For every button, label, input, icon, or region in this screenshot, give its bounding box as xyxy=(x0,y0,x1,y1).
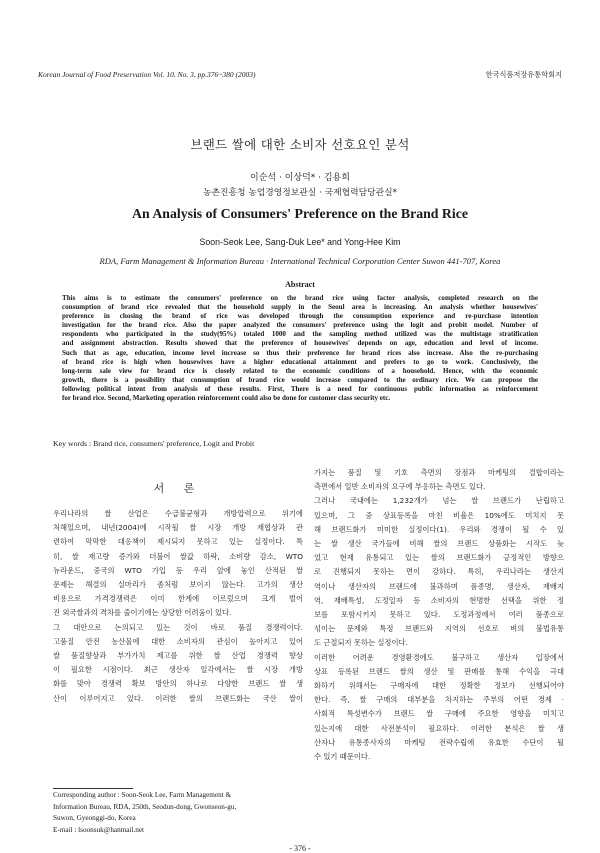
body-line: 보를 포함시키지 못하고 있다. 도정과정에서 여러 품종으로 xyxy=(314,610,564,620)
body-line: 는 쌀 생산 국가들에 비해 쌀의 브랜드 상품화는 시작도 늦 xyxy=(314,539,564,549)
body-line: 역, 재배특성, 도정일자 등 소비자의 현명한 선택을 위한 정 xyxy=(314,595,564,605)
english-title: An Analysis of Consumers' Preference on the Brand Rice xyxy=(132,206,468,221)
body-line: 진 외국쌀과의 격차를 줄이기에는 상당한 어려움이 있다. xyxy=(53,608,232,618)
body-line: 측면에서 일반 소비자의 요구에 부응하는 측면도 있다. xyxy=(314,482,486,492)
section-title-introduction: 서 론 xyxy=(153,482,203,495)
society-name: 한국식품저장유통학회지 xyxy=(485,70,562,79)
abstract-line: following political intent from analysis of these results. First, There is a need for continuous public information as reinforcement xyxy=(62,384,538,393)
body-line: 산이 이루어지고 있다. 이러한 쌀의 브랜드화는 국산 쌀이 xyxy=(53,693,303,703)
body-line: 히, 쌀 재고량 증가와 더불어 쌀값 하락, 소비량 감소, WTO xyxy=(53,551,303,561)
corresponding-author-footnote xyxy=(53,790,303,836)
abstract-line: investigation for the brand rice. Also the paper analyzed the consumers' preference using the logit and probit model. Number of xyxy=(62,321,538,330)
body-line: 가지는 품질 및 기호 측면의 장점과 마케팅의 결합이라는 xyxy=(314,468,564,477)
abstract-heading: Abstract xyxy=(285,280,315,289)
body-line: 쌀 품질향상과 부가가치 제고를 위한 쌀 산업 경쟁력 향상 xyxy=(53,651,303,661)
left-column-body xyxy=(53,507,303,706)
body-line: 상표 등록된 브랜드 쌀의 생산 및 판매를 통해 수익을 극대 xyxy=(314,666,564,676)
body-line: 그 대안으로 논의되고 있는 것이 바로 품질 경쟁력이다. xyxy=(53,622,303,632)
footnote-line: Suwon, Gyeonggi-do, Korea xyxy=(53,814,136,822)
korean-authors: 이순석 · 이상덕* · 김용희 xyxy=(250,173,350,183)
keywords xyxy=(53,439,254,448)
journal-citation: Korean Journal of Food Preservation Vol. 10. No. 3, pp.376~380 (2003) xyxy=(38,70,256,79)
footnote-email: E-mail : lsoonsuk@hanmail.net xyxy=(53,825,145,834)
body-line: 었고 현재 유통되고 있는 쌀의 브랜드화가 긍정적인 방향으 xyxy=(314,553,564,563)
body-line: 있으며, 그 중 상표등록을 마친 비율은 10%에도 미치지 못 xyxy=(314,510,564,520)
running-head xyxy=(38,70,562,84)
right-column xyxy=(314,466,564,764)
body-line: 해 브랜드화가 미미한 실정이다(1). 우리와 경쟁이 될 수 있 xyxy=(314,524,564,534)
body-line: 로 진행되지 못하는 면이 강하다. 특히, 우리나라는 생산지 xyxy=(314,567,564,577)
body-line: 이 필요한 시점이다. 최근 생산자 일각에서는 쌀 시장 개방 xyxy=(53,665,303,675)
body-line: 련하여 막막한 대응책이 제시되지 못하고 있는 실정이다. 특 xyxy=(53,537,303,547)
korean-title: 브랜드 쌀에 대한 소비자 선호요인 분석 xyxy=(190,137,410,152)
english-authors: Soon-Seok Lee, Sang-Duk Lee* and Yong-Hee Kim xyxy=(199,237,401,247)
body-line: 화하기 위해서는 구매자에 대한 정확한 정보가 선행되어야 xyxy=(314,681,564,691)
body-line: 화를 맞아 경쟁력 확보 방안의 하나로 다양한 브랜드 쌀 생 xyxy=(53,679,303,689)
body-line: 도 근절되지 못하는 실정이다. xyxy=(314,638,408,648)
body-line: 비용으로 가격경쟁력은 이미 한계에 이르렀으며 크게 벌어 xyxy=(53,594,303,604)
english-affiliation: RDA, Farm Management & Information Bureau · International Technical Corporation Center Suwon 441-707, Korea xyxy=(99,256,501,266)
body-line: 산자나 유통종사자의 마케팅 전략수립에 유효한 수단이 될 xyxy=(314,737,564,747)
keywords-label: Key words : xyxy=(53,439,94,448)
body-line: 역이나 생산자의 브랜드에 불과하며 품종명, 생산자, 재배지 xyxy=(314,581,564,591)
abstract-line: respondents who participated in the study(95%) totaled 1000 and the sampling method utilized was the multistage stratification xyxy=(62,330,538,339)
body-line: 있는지에 대한 사전분석이 필요하다. 이러한 분석은 쌀 생 xyxy=(314,723,564,733)
abstract-line: of brand rice is high when housewives have a higher educational attainment and prefers to go to work. Conclusively, the xyxy=(62,357,538,366)
abstract-line: for brand rice. Second, Marketing operation reinforcement could also be done for customer class security etc. xyxy=(62,394,391,403)
abstract-line: growth, there is a possibility that consumption of brand rice would increase compared to the ordinary rice. We can propose the xyxy=(62,375,538,384)
abstract-line: preference in chosing the brand of rice was developed through the consumption experience and re-purchase intention xyxy=(62,312,538,321)
body-line: 수 있기 때문이다. xyxy=(314,752,371,762)
body-line: 사회적 특성변수가 브랜드 쌀 구매에 주요한 영향을 미치고 xyxy=(314,709,564,719)
abstract-line: long-term sale view for brand rice is closely related to the economic conditions of a household. Hence, with the economic xyxy=(62,366,538,375)
body-line: 문제는 해결의 실마리가 좀처럼 보이지 않는다. 고가의 생산 xyxy=(53,580,303,590)
footnote-line: Corresponding author : Soon-Seok Lee, Farm Management & xyxy=(53,791,232,799)
abstract-line: and assignment abstraction. Results showed that the preference of housewives' depends on age, education and level of income. xyxy=(62,339,538,348)
abstract-line: This aims is to estimate the consumers' preference on the brand rice using factor analysis, completed research on the xyxy=(62,294,538,302)
footnote-line: Information Bureau, RDA, 250th, Seodun-dong, Gwonseon-gu, xyxy=(53,802,237,811)
body-line: 고품질 안전 농산물에 대한 소비자의 관심이 높아지고 있어 xyxy=(53,636,303,646)
body-line: 뉴라운드, 중국의 WTO 가입 등 우리 앞에 놓인 산적된 쌀 xyxy=(53,565,303,575)
footnote-divider xyxy=(53,788,133,789)
korean-affiliation: 농촌진흥청 농업경영정보관실 · 국제협력담당관실* xyxy=(202,188,398,198)
page-number: - 376 - xyxy=(289,844,311,853)
body-line: 섞이는 문제와 특정 브랜드와 지역의 선호로 벼의 불법유통 xyxy=(314,624,564,634)
abstract-body xyxy=(62,294,538,403)
abstract-line: Such that as age, education, income level increase so thus their preference for brand rices also increase. Also the re-purchasing xyxy=(62,348,538,357)
body-line: 이러한 어려운 경영환경에도 불구하고 생산자 입장에서 xyxy=(314,652,564,662)
body-line: 우리나라의 쌀 산업은 수급불균형과 개방압력으로 위기에 xyxy=(53,509,303,518)
body-line: 한다. 즉, 쌀 구매의 대부분을 차지하는 주부의 어떤 경제 · xyxy=(314,695,564,705)
body-line: 처해있으며, 내년(2004)에 시작될 쌀 시장 개방 재협상과 관 xyxy=(53,523,303,533)
abstract-line: consumption of brand rice revealed that the household supply in the Seoul area is increasing. An analysis whether housewives' xyxy=(62,303,538,312)
keywords-text: Brand rice, consumers' preference, Logit and Probit xyxy=(93,439,255,448)
body-line: 그러나 국내에는 1,232개가 넘는 쌀 브랜드가 난립하고 xyxy=(314,496,564,506)
